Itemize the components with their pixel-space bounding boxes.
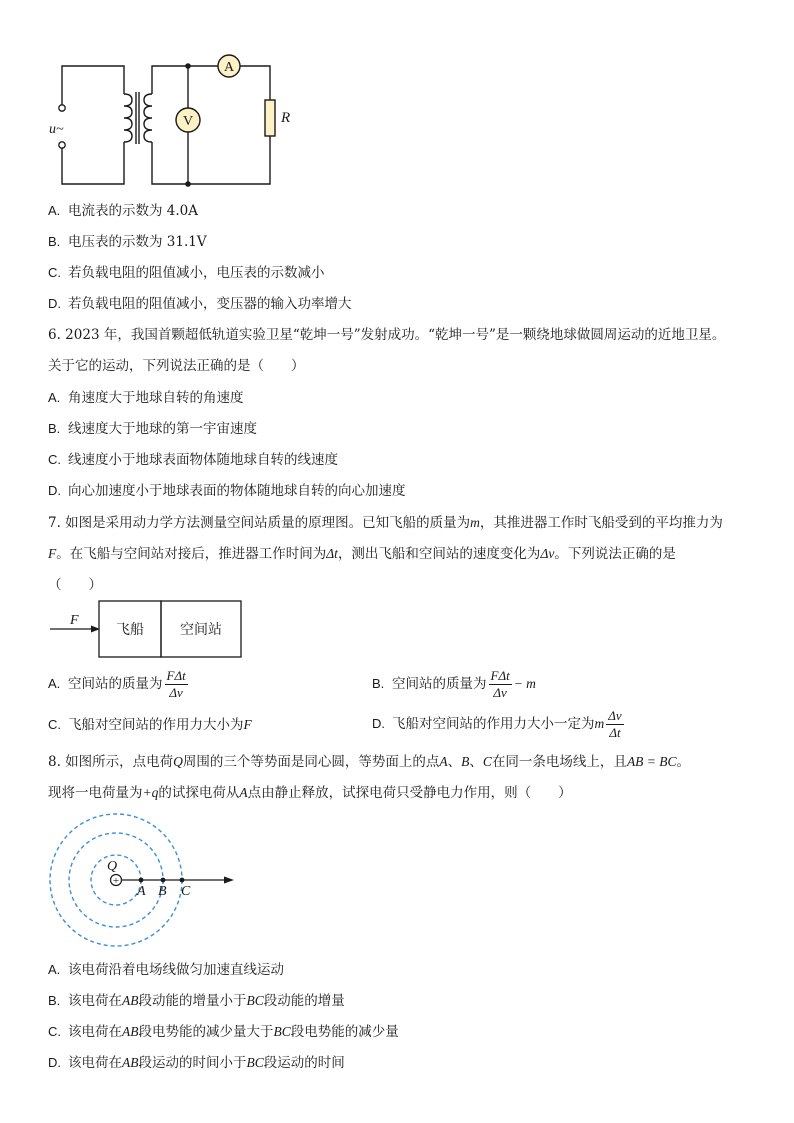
transformer-circuit-diagram: [40, 50, 310, 195]
resistor-symbol: [265, 100, 275, 136]
q6-stem-line1: 6. 2023 年，我国首颗超低轨道实验卫星“乾坤一号”发射成功。“乾坤一号”是一颗绕地球做圆周运动的近地卫星。: [48, 327, 726, 343]
station-label: 空间站: [180, 623, 222, 638]
q8-stem-line2: 现将一电荷量为+q的试探电荷从A点由静止释放，试探电荷只受静电力作用，则（ ）: [48, 785, 572, 801]
svg-text:+: +: [112, 875, 120, 887]
q6-stem-line2: 关于它的运动，下列说法正确的是（ ）: [48, 358, 305, 374]
fraction: $\frac{\Delta v}{\Delta t}$: [608, 708, 622, 740]
q8-option-b: B. 该电荷在AB段动能的增量小于BC段动能的增量: [48, 993, 345, 1009]
q8-option-c: C. 该电荷在AB段电势能的减少量大于BC段电势能的减少量: [48, 1024, 399, 1040]
point-c-label: C: [181, 884, 191, 899]
resistor-label: R: [281, 110, 291, 126]
q8-option-a: A. 该电荷沿着电场线做匀加速直线运动: [48, 962, 284, 978]
q7-stem-line2: F。在飞船与空间站对接后，推进器工作时间为Δt，测出飞船和空间站的速度变化为Δv。下列说法正确的是: [48, 546, 676, 562]
voltmeter-label: V: [182, 114, 194, 129]
point-b-label: B: [158, 884, 167, 899]
point-a-label: A: [137, 884, 146, 899]
spacecraft-docking-diagram: [44, 598, 254, 660]
q7-option-b: B. 空间站的质量为 $\frac{\text{FΔt}}{\Delta v}$ − m: [372, 668, 536, 700]
q5-option-c: C. 若负载电阻的阻值减小，电压表的示数减小: [48, 265, 325, 281]
equipotential-diagram: [44, 812, 244, 950]
q8-option-d: D. 该电荷在AB段运动的时间小于BC段运动的时间: [48, 1055, 345, 1071]
q7-stem-line1: 7. 如图是采用动力学方法测量空间站质量的原理图。已知飞船的质量为m，其推进器工作时飞船受到的平均推力为: [48, 515, 723, 531]
q7-option-a: A. 空间站的质量为 $\frac{\text{FΔt}}{\Delta v}$: [48, 668, 186, 700]
fraction: $\frac{\text{FΔt}}{\Delta v}$: [166, 668, 186, 700]
charge-label: Q: [107, 859, 118, 874]
q6-option-c: C. 线速度小于地球表面物体随地球自转的线速度: [48, 452, 338, 468]
q8-stem-line1: 8. 如图所示，点电荷Q周围的三个等势面是同心圆，等势面上的点A、B、C在同一条电场线上，且AB = BC。: [48, 754, 691, 770]
ammeter-label: A: [223, 60, 235, 75]
q6-option-b: B. 线速度大于地球的第一宇宙速度: [48, 421, 257, 437]
force-label: F: [70, 613, 79, 628]
q6-option-a: A. 角速度大于地球自转的角速度: [48, 390, 244, 406]
q7-option-d: D. 飞船对空间站的作用力大小一定为m $\frac{\Delta v}{\Delta t}$: [372, 708, 622, 740]
q6-option-d: D. 向心加速度小于地球表面的物体随地球自转的向心加速度: [48, 483, 406, 499]
q5-option-d: D. 若负载电阻的阻值减小，变压器的输入功率增大: [48, 296, 352, 312]
q7-option-c: C. 飞船对空间站的作用力大小为F: [48, 717, 252, 733]
q5-option-b: B. 电压表的示数为 31.1V: [48, 234, 207, 250]
ship-label: 飞船: [116, 623, 144, 638]
q5-option-a: A. 电流表的示数为 4.0A: [48, 203, 199, 219]
q7-stem-line3: （ ）: [48, 577, 102, 593]
fraction: $\frac{\text{FΔt}}{\Delta v}$: [490, 668, 510, 700]
source-label: u~: [49, 122, 64, 137]
